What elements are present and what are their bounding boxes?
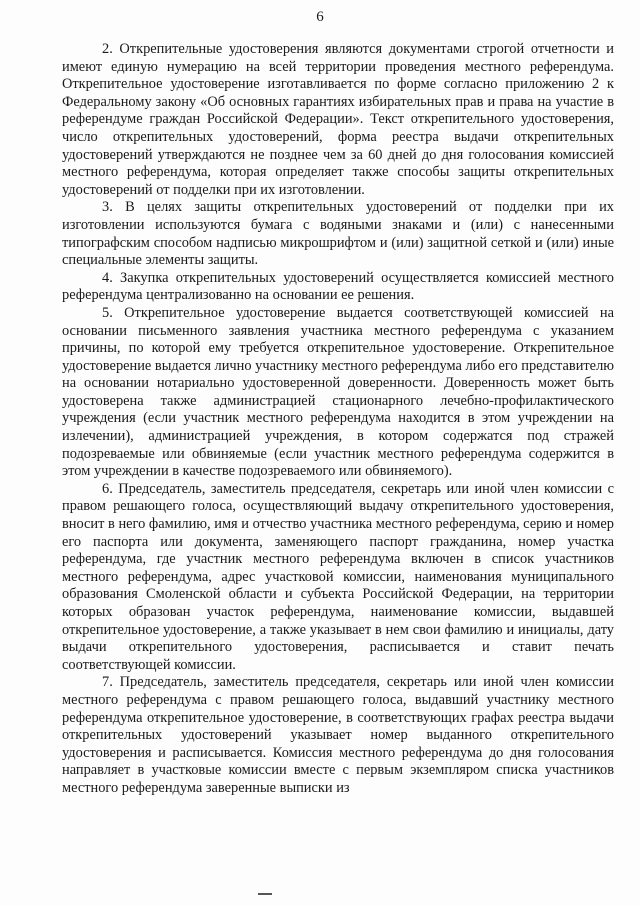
paragraph-6: 6. Председатель, заместитель председателя, секретарь или иной член комиссии с правом решающего голоса, осуществляющий выдачу открепительного удостоверения, вносит в него фамилию, имя и отчество участника местного референдума, серию и номер его паспорта или документа, заменяющего паспорт гражданина, номер участка референдума, где участник местного референдума включен в список участников местного референдума, адрес участковой комиссии, наименования муниципального образования Смоленской области и субъекта Российской Федерации, на территории которых образован участок референдума, наименование комиссии, выдавшей открепительное удостоверение, а также указывает в нем свои фамилию и инициалы, дату выдачи открепительного удостоверения, расписывается и ставит печать соответствующей комиссии. <box>62 480 614 673</box>
paragraph-4: 4. Закупка открепительных удостоверений осуществляется комиссией местного референдума централизованно на основании ее решения. <box>62 269 614 304</box>
paragraph-7: 7. Председатель, заместитель председателя, секретарь или иной член комиссии местного референдума с правом решающего голоса, выдавший участнику местного референдума открепительное удостоверение, в соответствующих графах реестра выдачи открепительных удостоверений указывает номер выданного открепительного удостоверения и расписывается. Комиссия местного референдума до дня голосования направляет в участковые комиссии вместе с первым экземпляром списка участников местного референдума заверенные выписки из <box>62 674 614 796</box>
paragraph-3: 3. В целях защиты открепительных удостоверений от подделки при их изготовлении используются бумага с водяными знаками и (или) с нанесенными типографским способом надписью микрошрифтом и (или) защитной сеткой и (или) иные специальные элементы защиты. <box>62 199 614 269</box>
paragraph-2: 2. Открепительные удостоверения являются документами строгой отчетности и имеют единую нумерацию на всей территории проведения местного референдума. Открепительное удостоверение изготавливается по форме согласно приложению 2 к Федеральному закону «Об основных гарантиях избирательных прав и права на участие в референдуме граждан Российской Федерации». Текст открепительного удостоверения, число открепительных удостоверений, форма реестра выдачи открепительных удостоверений утверждаются не позднее чем за 60 дней до дня голосования комиссией местного референдума, которая определяет также способы защиты открепительных удостоверений от подделки при их изготовлении. <box>62 41 614 198</box>
page-number: 6 <box>316 9 324 25</box>
document-body <box>62 41 614 798</box>
scan-artifact-mark <box>258 893 272 895</box>
paragraph-5: 5. Открепительное удостоверение выдается соответствующей комиссией на основании письменного заявления участника местного референдума с указанием причины, по которой ему требуется открепительное удостоверение. Открепительное удостоверение выдается лично участнику местного референдума либо его представителю на основании нотариально удостоверенной доверенности. Доверенность может быть удостоверена также администрацией стационарного лечебно-профилактического учреждения (если участник местного референдума находится в этом учреждении на излечении), администрацией учреждения, в котором содержатся под стражей подозреваемые или обвиняемые (если участник местного референдума содержится в этом учреждении в качестве подозреваемого или обвиняемого). <box>62 304 614 480</box>
